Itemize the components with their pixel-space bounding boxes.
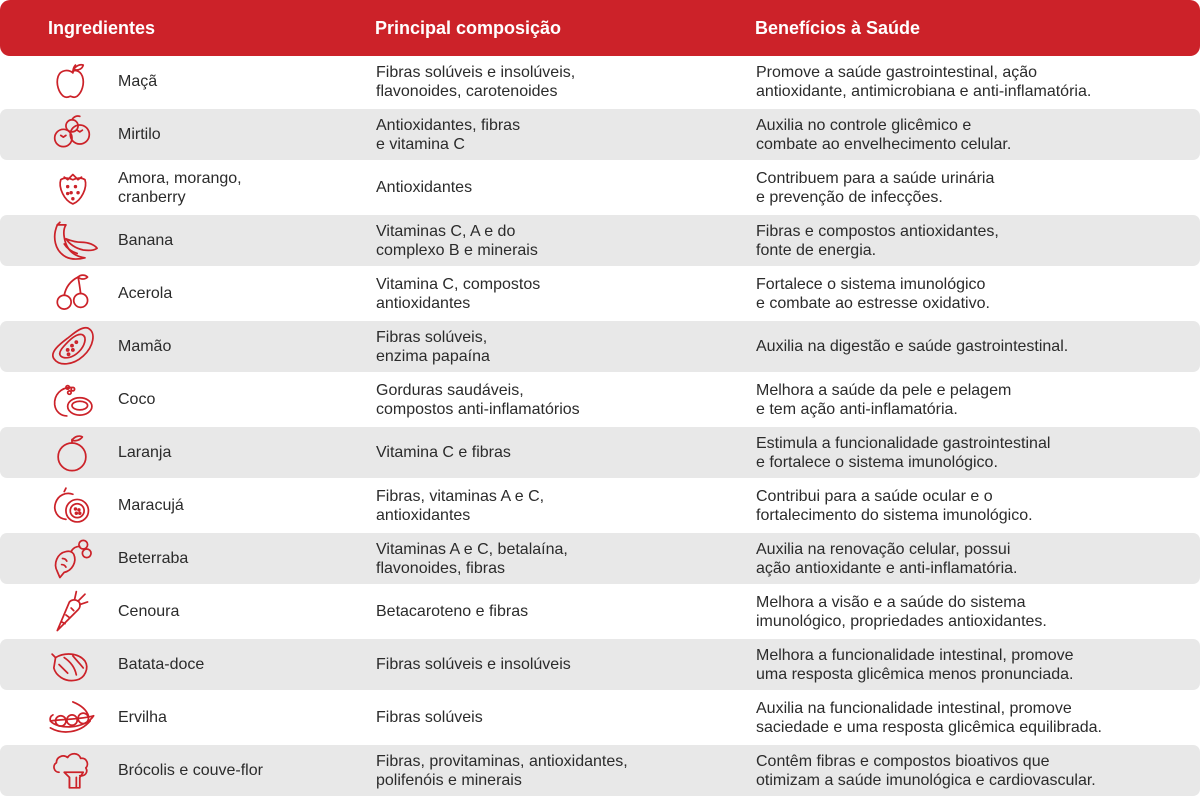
composition-cell [376,533,568,584]
composition-cell-line: Vitamina C, compostos [376,275,541,293]
composition-cell-line: Vitamina C e fibras [376,444,511,461]
banana-icon [42,218,102,263]
benefits-cell [756,639,1074,690]
ingredient-name [118,268,172,319]
benefits-cell [756,56,1091,107]
ingredient-name [118,745,263,796]
ingredient-name [118,321,171,372]
benefits-cell-line: Auxilia no controle glicêmico e [756,116,972,134]
ingredient-name-line: Ervilha [118,709,167,726]
header-ingredients: Ingredientes [48,18,156,38]
table-row [0,745,1200,796]
composition-cell-line: Fibras, provitaminas, antioxidantes, [376,752,628,770]
ingredient-name [118,480,184,531]
composition-cell [376,321,490,372]
benefits-cell-line: Contêm fibras e compostos bioativos que [756,752,1050,770]
composition-cell [376,56,575,107]
benefits-cell-line: antioxidante, antimicrobiana e anti-inflamatória. [756,82,1092,100]
table-row [0,427,1200,478]
table-row [0,480,1200,531]
benefits-cell-line: e combate ao estresse oxidativo. [756,294,990,312]
strawberry-icon [42,165,102,210]
passion-fruit-icon [42,483,102,528]
composition-cell [376,639,571,690]
table-header [0,0,1200,56]
benefits-cell [756,215,999,266]
benefits-cell-line: otimizam a saúde imunológica e cardiovascular. [756,771,1096,789]
composition-cell [376,480,544,531]
benefits-cell-line: Melhora a saúde da pele e pelagem [756,381,1012,399]
ingredient-name [118,586,179,637]
benefits-cell-line: saciedade e uma resposta glicêmica equilibrada. [756,718,1102,736]
composition-cell-line: e vitamina C [376,135,465,153]
cherry-icon [42,271,102,316]
ingredient-name-line: Mamão [118,338,172,355]
composition-cell-line: flavonoides, carotenoides [376,82,558,100]
carrot-icon [42,589,102,634]
benefits-cell [756,427,1050,478]
composition-cell-line: enzima papaína [376,347,490,365]
composition-cell-line: compostos anti-inflamatórios [376,400,580,418]
benefits-cell-line: fortalecimento do sistema imunológico. [756,506,1033,524]
benefits-cell-line: Fibras e compostos antioxidantes, [756,222,999,240]
apple-icon [42,59,102,104]
ingredient-name-line: Brócolis e couve-flor [118,762,263,779]
ingredient-name-line: Acerola [118,285,173,302]
composition-cell [376,268,540,319]
table-row [0,162,1200,213]
benefits-cell-line: Contribuem para a saúde urinária [756,169,995,187]
ingredient-name-line: Cenoura [118,603,180,620]
broccoli-icon [42,748,102,793]
benefits-cell-line: e prevenção de infecções. [756,188,943,206]
composition-cell-line: Betacaroteno e fibras [376,603,529,620]
pea-icon [42,695,102,740]
ingredient-name-line: Maracujá [118,497,184,514]
benefits-cell-line: Melhora a visão e a saúde do sistema [756,593,1026,611]
benefits-cell-line: Melhora a funcionalidade intestinal, promove [756,646,1074,664]
benefits-cell-line: Contribui para a saúde ocular e o [756,487,993,505]
composition-cell-line: Fibras solúveis e insolúveis [376,656,571,673]
ingredient-name [118,109,161,160]
ingredient-name [118,533,188,584]
composition-cell-line: polifenóis e minerais [376,771,522,789]
ingredient-name-line: Mirtilo [118,126,161,143]
sweet-potato-icon [42,642,102,687]
composition-cell [376,745,628,796]
benefits-cell-line: Promove a saúde gastrointestinal, ação [756,63,1038,81]
table-row [0,56,1200,107]
benefits-cell-line: Fortalece o sistema imunológico [756,275,986,293]
composition-cell [376,374,580,425]
composition-cell [376,692,483,743]
composition-cell-line: complexo B e minerais [376,241,538,259]
ingredient-name [118,639,204,690]
benefits-cell-line: ação antioxidante e anti-inflamatória. [756,559,1018,577]
composition-cell-line: Antioxidantes [376,179,473,196]
composition-cell-line: Fibras solúveis, [376,328,488,346]
benefits-cell-line: fonte de energia. [756,241,877,259]
composition-cell [376,427,511,478]
benefits-cell-line: imunológico, propriedades antioxidantes. [756,612,1047,630]
ingredient-name [118,215,173,266]
composition-cell-line: antioxidantes [376,294,471,312]
table-row [0,533,1200,584]
table-row [0,109,1200,160]
benefits-cell [756,586,1047,637]
composition-cell-line: Antioxidantes, fibras [376,116,521,134]
table-row [0,268,1200,319]
ingredient-name [118,56,157,107]
composition-cell [376,586,528,637]
composition-cell [376,215,538,266]
benefits-cell [756,109,1011,160]
benefits-cell [756,745,1096,796]
benefits-cell-line: Auxilia na funcionalidade intestinal, promove [756,699,1072,717]
ingredient-name [118,162,242,213]
benefits-cell-line: combate ao envelhecimento celular. [756,135,1012,153]
orange-icon [42,430,102,475]
table-row [0,692,1200,743]
header-composition: Principal composição [375,18,562,38]
benefits-cell [756,321,1068,372]
table-row [0,639,1200,690]
ingredient-name-line: Amora, morango, [118,169,242,187]
ingredient-name-line: Coco [118,391,156,408]
coconut-icon [42,377,102,422]
benefits-cell-line: Estimula a funcionalidade gastrointestinal [756,434,1051,452]
ingredient-name [118,374,155,425]
composition-cell [376,109,520,160]
composition-cell-line: Fibras solúveis e insolúveis, [376,63,576,81]
blueberry-icon [42,112,102,157]
table-row [0,374,1200,425]
ingredient-name-line: Batata-doce [118,656,205,673]
benefits-cell [756,374,1011,425]
benefits-cell [756,268,990,319]
benefits-cell [756,480,1033,531]
ingredient-name-line: Banana [118,232,174,249]
table-row [0,215,1200,266]
papaya-icon [42,324,102,369]
header-benefits: Benefícios à Saúde [755,18,921,38]
composition-cell-line: Fibras solúveis [376,709,483,726]
composition-cell-line: Vitaminas A e C, betalaína, [376,540,568,558]
ingredient-name [118,427,171,478]
ingredient-name-line: Laranja [118,444,172,461]
benefits-cell-line: e fortalece o sistema imunológico. [756,453,998,471]
benefits-cell [756,692,1102,743]
benefits-cell-line: e tem ação anti-inflamatória. [756,400,958,418]
beet-icon [42,536,102,581]
composition-cell-line: antioxidantes [376,506,471,524]
ingredient-name-line: Beterraba [118,550,189,567]
benefits-cell-line: uma resposta glicêmica menos pronunciada. [756,665,1074,683]
composition-cell [376,162,472,213]
table-row [0,321,1200,372]
benefits-cell-line: Auxilia na renovação celular, possui [756,540,1011,558]
benefits-cell [756,533,1018,584]
benefits-cell-line: Auxilia na digestão e saúde gastrointestinal. [756,338,1069,355]
benefits-cell [756,162,994,213]
composition-cell-line: Gorduras saudáveis, [376,381,524,399]
ingredient-name-line: cranberry [118,188,186,206]
composition-cell-line: Fibras, vitaminas A e C, [376,487,545,505]
ingredient-name [118,692,167,743]
table-row [0,586,1200,637]
composition-cell-line: Vitaminas C, A e do [376,222,516,240]
composition-cell-line: flavonoides, fibras [376,559,505,577]
ingredient-name-line: Maçã [118,73,158,90]
